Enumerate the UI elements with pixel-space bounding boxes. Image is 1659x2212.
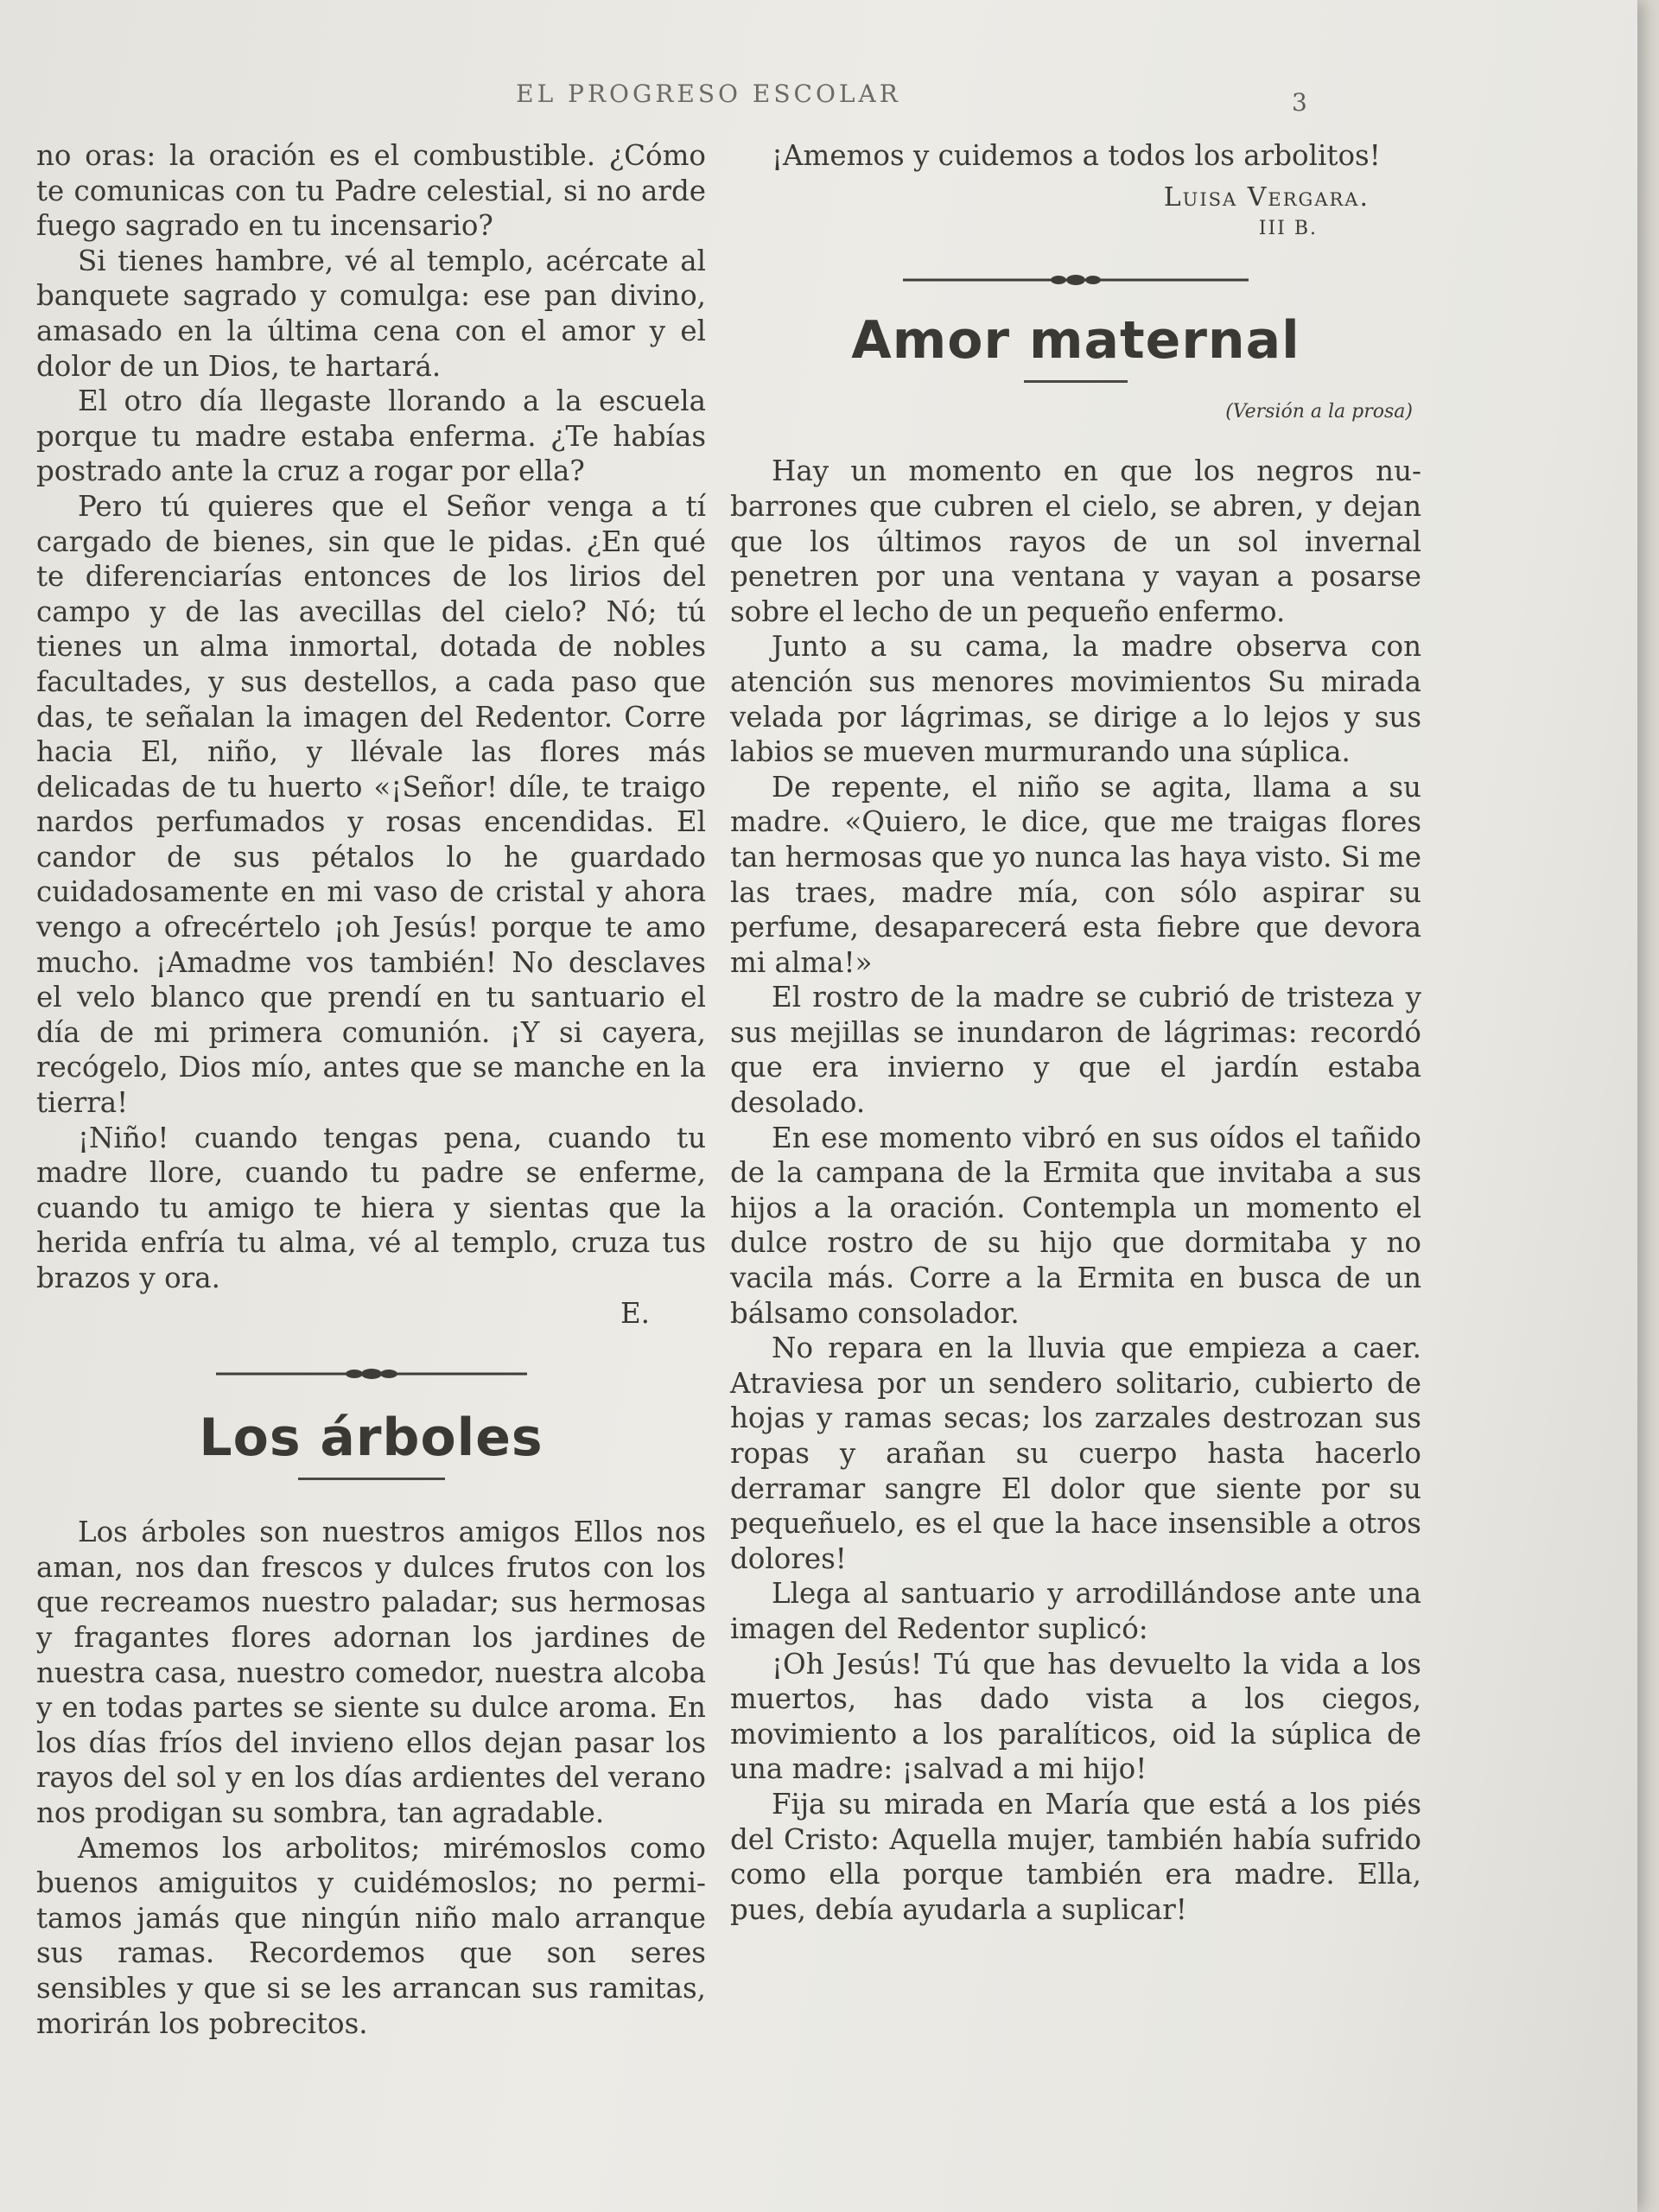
author-class: III B. <box>1258 218 1318 240</box>
title-underline <box>298 1478 445 1480</box>
paragraph: En ese momento vibró en sus oídos el tañido de la campana de la Ermita que invitaba a sus hijos a la oración. Contempla un momento el dulce rostro de su hijo que dormitaba y no vacila más. Corre a la Ermita en busca de un bálsamo consolador. <box>730 1121 1421 1330</box>
divider-ornament-icon <box>903 271 1249 289</box>
paragraph: Fija su mirada en María que está a los piés del Cristo: Aquella mujer, también había sufrido como ella porque también era madre. Ella, pues, debía ayudarla a suplicar! <box>730 1787 1421 1926</box>
paragraph: ¡Oh Jesús! Tú que has devuelto la vida a los muertos, has dado vista a los ciegos, movimiento a los paralíticos, oid la súplica de una madre: ¡salvad a mi hijo! <box>730 1647 1421 1786</box>
paragraph: De repente, el niño se agita, llama a su madre. «Quiero, le dice, que me traigas flores tan hermosas que yo nunca las haya visto. Si me las traes, madre mía, con sólo aspirar su perfume, desaparecerá esta fiebre que devora mi alma!» <box>730 770 1421 979</box>
paragraph: Llega al santuario y arrodillándose ante una imagen del Redentor suplicó: <box>730 1577 1421 1645</box>
signature: E. <box>620 1296 650 1330</box>
paragraph: Amemos los arbolitos; mirémoslos como buenos amiguitos y cuidémoslos; no permitamos jamás que ningún niño malo arranque sus ramas. Recordemos que son seres sensibles y que si se les arrancan sus ramitas, morirán los pobrecitos. <box>36 1831 706 2040</box>
right-column <box>730 138 1421 1927</box>
title-underline <box>1024 380 1128 383</box>
paragraph: No repara en la lluvia que empieza a caer. Atraviesa por un sendero solitario, cubierto de hojas y ramas secas; los zarzales destrozan sus ropas y arañan su cuerpo hasta hacerlo derramar sangre El dolor que siente por su pequeñuelo, es el que la hace insensible a otros dolores! <box>730 1332 1421 1575</box>
paragraph: Pero tú quieres que el Señor venga a tí cargado de bienes, sin que le pidas. ¿En qué te diferenciarías entonces de los lirios del campo y de las avecillas del cielo? Nó; tú tienes un alma inmortal, dotada de nobles facultades, y sus destellos, a cada paso que das, te señalan la imagen del Redentor. Corre hacia El, niño, y llévale las flores más delicadas de tu huerto «¡Señor! díle, te traigo nardos perfumados y rosas encendidas. El candor de sus pétalos lo he guardado cuidadosamente en mi vaso de cristal y ahora vengo a ofrecértelo ¡oh Jesús! porque te amo mucho. ¡Amadme vos también! No desclaves el velo blanco que prendí en tu santuario el día de mi primera comunión. ¡Y si cayera, recógelo, Dios mío, antes que se manche en la tierra! <box>36 489 706 1120</box>
left-column <box>36 138 706 2041</box>
section-title-amor-maternal: Amor maternal <box>851 309 1300 371</box>
paragraph: El rostro de la madre se cubrió de tristeza y sus mejillas se inundaron de lágrimas: recordó que era invierno y que el jardín estaba desolado. <box>730 981 1421 1120</box>
divider-ornament-icon <box>216 1365 527 1382</box>
paragraph: no oras: la oración es el combustible. ¿Cómo te comunicas con tu Padre celestial, si no arde fuego sagrado en tu incensario? <box>36 139 706 243</box>
paragraph: ¡Niño! cuando tengas pena, cuando tu madre llore, cuando tu padre se enferme, cuando tu amigo te hiera y sientas que la herida enfría tu alma, vé al templo, cruza tus brazos y ora. <box>36 1121 706 1294</box>
ornamental-divider <box>36 1365 706 1382</box>
ornamental-divider <box>730 271 1421 289</box>
closing-line: ¡Amemos y cuidemos a todos los arbolitos! <box>772 139 1381 172</box>
section-title-arboles: Los árboles <box>199 1408 543 1469</box>
paragraph: Los árboles son nuestros amigos Ellos nos aman, nos dan frescos y dulces frutos con los que recreamos nuestro paladar; sus hermosas y fragantes flores adornan los jardines de nuestra casa, nuestro comedor, nuestra alcoba y en todas partes se siente su dulce aroma. En los días fríos del invieno ellos dejan pasar los rayos del sol y en los días ardientes del verano nos prodigan su sombra, tan agradable. <box>36 1516 706 1829</box>
page-number: 3 <box>1292 88 1307 117</box>
paragraph: Hay un momento en que los negros nubarrones que cubren el cielo, se abren, y dejan que los últimos rayos de un sol invernal penetren por una ventana y vayan a posarse sobre el lecho de un pequeño enfermo. <box>730 454 1421 628</box>
author-name: Luisa Vergara. <box>1163 181 1370 213</box>
paragraph: El otro día llegaste llorando a la escuela porque tu madre estaba enferma. ¿Te habías postrado ante la cruz a rogar por ella? <box>36 385 706 488</box>
paragraph: Junto a su cama, la madre observa con atención sus menores movimientos Su mirada velada por lágrimas, se dirige a lo lejos y sus labios se mueven murmurando una súplica. <box>730 630 1421 769</box>
version-note: (Versión a la prosa) <box>1225 400 1413 423</box>
running-header: EL PROGRESO ESCOLAR <box>516 79 901 108</box>
paragraph: Si tienes hambre, vé al templo, acércate al banquete sagrado y comulga: ese pan divino, amasado en la última cena con el amor y el dolor de un Dios, te hartará. <box>36 244 706 383</box>
